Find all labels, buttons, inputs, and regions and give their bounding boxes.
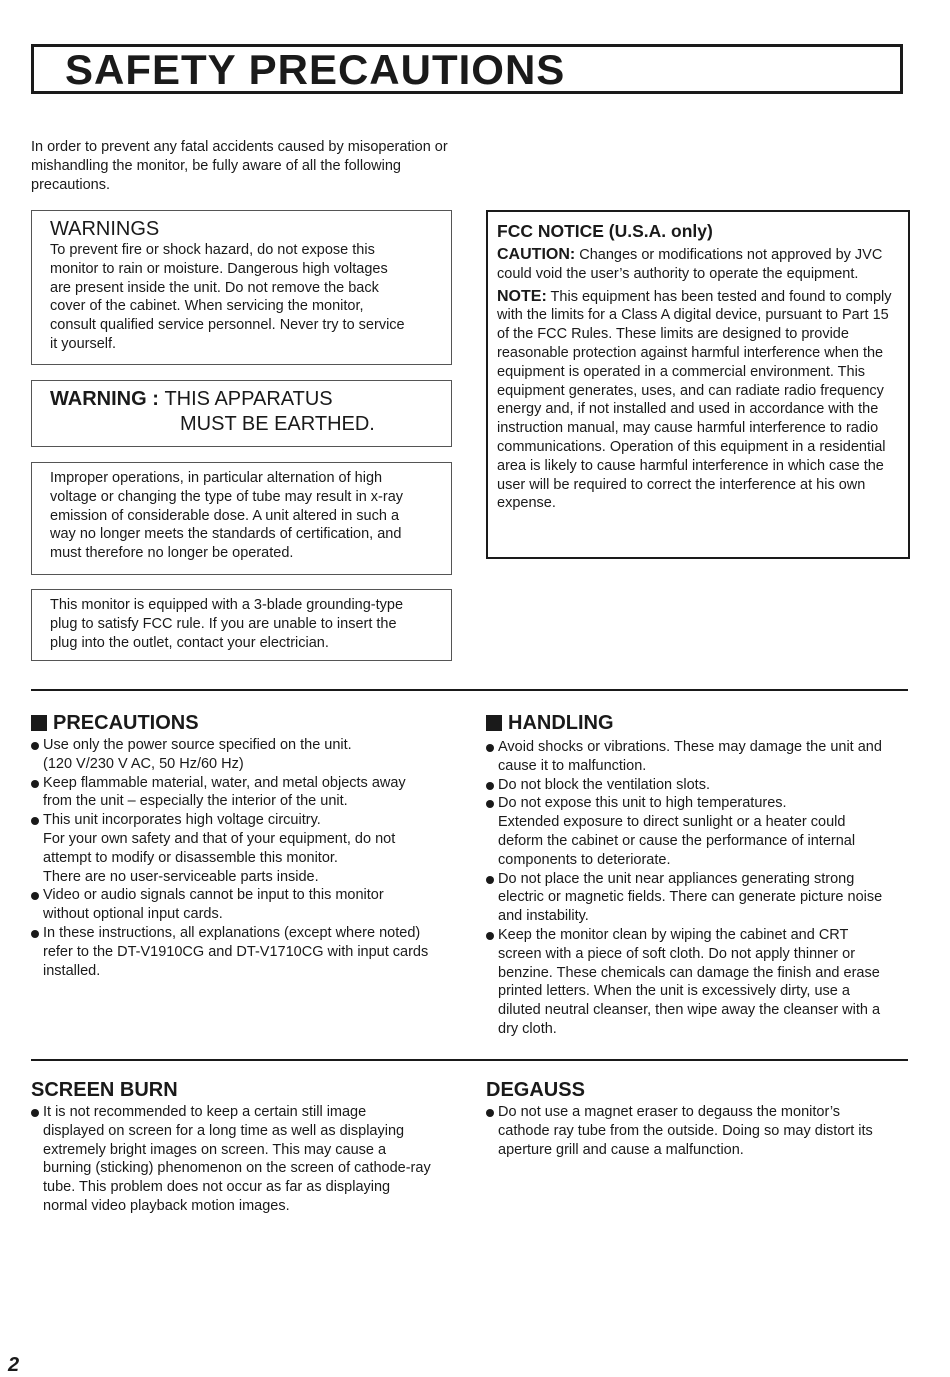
bullet-icon xyxy=(31,780,39,788)
fcc-caution xyxy=(497,246,899,284)
improper-operations-box xyxy=(31,462,452,575)
improper-line: Improper operations, in particular alternation of high xyxy=(50,470,383,486)
list-item-line: aperture grill and cause a malfunction. xyxy=(498,1141,744,1158)
warnings-line: cover of the cabinet. When servicing the monitor, xyxy=(50,298,364,315)
list-item-line: refer to the DT-V1910CG and DT-V1710CG with input cards xyxy=(43,943,429,960)
list-item-line: Do not place the unit near appliances generating strong xyxy=(498,870,855,887)
bullet-icon xyxy=(31,742,39,750)
warnings-heading: WARNINGS xyxy=(50,218,160,240)
precautions-heading-text: PRECAUTIONS xyxy=(53,712,199,734)
degauss-list xyxy=(486,1103,910,1159)
list-item-line: dry cloth. xyxy=(498,1020,557,1037)
list-item-line: burning (sticking) phenomenon on the screen of cathode-ray xyxy=(43,1160,431,1177)
list-item-line: Do not expose this unit to high temperatures. xyxy=(498,795,787,812)
list-item-line: printed letters. When the unit is excessively dirty, use a xyxy=(498,983,850,1000)
earthing-warning-line xyxy=(50,387,433,412)
earthing-warning-text-2: MUST BE EARTHED. xyxy=(180,413,375,435)
list-item-line: In these instructions, all explanations (except where noted) xyxy=(43,924,421,941)
bullet-icon xyxy=(486,782,494,790)
list-item xyxy=(31,886,453,924)
warnings-line: consult qualified service personnel. Never try to service xyxy=(50,317,405,334)
degauss-heading: DEGAUSS xyxy=(486,1079,585,1101)
list-item-line: Video or audio signals cannot be input to this monitor xyxy=(43,887,384,904)
warnings-line: monitor to rain or moisture. Dangerous high voltages xyxy=(50,260,388,277)
list-item xyxy=(31,924,453,980)
earthing-warning-label: WARNING : xyxy=(50,388,165,410)
list-item-line: Keep flammable material, water, and metal objects away xyxy=(43,774,406,791)
list-item-line: Avoid shocks or vibrations. These may damage the unit and xyxy=(498,739,882,755)
bullet-icon xyxy=(31,1109,39,1117)
improper-line: must therefore no longer be operated. xyxy=(50,545,294,562)
bullet-icon xyxy=(486,744,494,752)
list-item-line: cause it to malfunction. xyxy=(498,757,647,774)
bullet-icon xyxy=(31,892,39,900)
bullet-icon xyxy=(31,930,39,938)
list-item xyxy=(31,811,453,886)
fcc-caution-label: CAUTION: xyxy=(497,246,576,263)
list-item-line: Do not block the ventilation slots. xyxy=(498,776,710,793)
list-item xyxy=(31,1103,453,1216)
precautions-heading xyxy=(31,711,453,735)
page-title: SAFETY PRECAUTIONS xyxy=(65,46,566,93)
title-box xyxy=(31,44,903,94)
divider xyxy=(31,689,908,691)
warnings-line: To prevent fire or shock hazard, do not expose this xyxy=(50,242,375,258)
bullet-icon xyxy=(31,817,39,825)
warnings-line: are present inside the unit. Do not remove the back xyxy=(50,279,379,296)
list-item-line: diluted neutral cleanser, then wipe away the cleanser with a xyxy=(498,1002,881,1019)
list-item xyxy=(486,776,910,795)
precautions-section xyxy=(31,711,453,980)
degauss-section xyxy=(486,1078,910,1159)
list-item-line: For your own safety and that of your equipment, do not xyxy=(43,830,396,847)
precautions-list xyxy=(31,736,453,980)
list-item-line: screen with a piece of soft cloth. Do not apply thinner or xyxy=(498,945,856,962)
screen-burn-section xyxy=(31,1078,453,1216)
list-item xyxy=(486,1103,910,1159)
fcc-caution-text: Changes or modifications not approved by JVC could void the user’s authority to operate the equipment. xyxy=(497,247,883,282)
list-item-line: It is not recommended to keep a certain still image xyxy=(43,1104,367,1120)
list-item-line: electric or magnetic fields. There can generate picture noise xyxy=(498,889,883,906)
list-item-line: Keep the monitor clean by wiping the cabinet and CRT xyxy=(498,926,849,943)
grounding-line: plug into the outlet, contact your electrician. xyxy=(50,634,329,651)
list-item-line: extremely bright images on screen. This may cause a xyxy=(43,1141,387,1158)
list-item-line: from the unit – especially the interior of the unit. xyxy=(43,793,348,810)
earthing-warning-text: THIS APPARATUS xyxy=(164,388,333,410)
list-item-line: normal video playback motion images. xyxy=(43,1197,290,1214)
list-item-line: Do not use a magnet eraser to degauss the monitor’s xyxy=(498,1104,841,1120)
list-item xyxy=(486,870,910,926)
grounding-line: plug to satisfy FCC rule. If you are unable to insert the xyxy=(50,615,397,632)
screen-burn-list xyxy=(31,1103,453,1216)
list-item-line: tube. This problem does not occur as far as displaying xyxy=(43,1179,391,1196)
fcc-heading: FCC NOTICE (U.S.A. only) xyxy=(497,221,713,241)
fcc-note-text: This equipment has been tested and found to comply with the limits for a Class A digital device, pursuant to Part 15 of the FCC Rules. These limits are designed to provide reasonable protection against harmful interference when the equipment is operated in a commercial environment. This equipment generates, uses, and can radiate radio frequency energy and, if not installed and used in accordance with the instruction manual, may cause harmful interference to radio communications. Operation of this equipment in a residential area is likely to cause harmful interference in which case the user will be required to correct the interference at his own expense. xyxy=(497,288,892,512)
list-item-line: There are no user-serviceable parts inside. xyxy=(43,868,319,885)
list-item-line: and instability. xyxy=(498,908,589,925)
list-item xyxy=(486,926,910,1039)
screen-burn-heading: SCREEN BURN xyxy=(31,1079,178,1101)
list-item xyxy=(486,794,910,869)
handling-section xyxy=(486,711,910,1039)
improper-line: voltage or changing the type of tube may result in x-ray xyxy=(50,488,404,505)
bullet-icon xyxy=(486,1109,494,1117)
fcc-note-label: NOTE: xyxy=(497,287,547,305)
square-bullet-icon xyxy=(486,715,502,731)
warnings-box xyxy=(31,210,452,365)
list-item xyxy=(31,736,453,774)
fcc-note xyxy=(497,288,899,514)
grounding-line: This monitor is equipped with a 3-blade grounding-type xyxy=(50,597,404,613)
list-item-line: without optional input cards. xyxy=(43,906,223,923)
handling-heading xyxy=(486,711,910,735)
list-item-line: attempt to modify or disassemble this monitor. xyxy=(43,849,338,866)
improper-line: emission of considerable dose. A unit altered in such a xyxy=(50,507,400,524)
list-item-line: Use only the power source specified on the unit. xyxy=(43,737,352,753)
list-item-line: displayed on screen for a long time as well as displaying xyxy=(43,1122,405,1139)
handling-heading-text: HANDLING xyxy=(508,712,614,734)
improper-line: way no longer meets the standards of certification, and xyxy=(50,526,402,543)
list-item-line: (120 V/230 V AC, 50 Hz/60 Hz) xyxy=(43,755,244,772)
bullet-icon xyxy=(486,800,494,808)
list-item-line: deform the cabinet or cause the performance of internal xyxy=(498,832,856,849)
list-item-line: This unit incorporates high voltage circuitry. xyxy=(43,812,321,829)
fcc-notice-box xyxy=(486,210,910,559)
earthing-warning-box xyxy=(31,380,452,447)
divider xyxy=(31,1059,908,1061)
intro-text: In order to prevent any fatal accidents caused by misoperation or mishandling the monitor, be fully aware of all the following precautions. xyxy=(31,139,448,193)
list-item-line: benzine. These chemicals can damage the finish and erase xyxy=(498,964,880,981)
handling-list xyxy=(486,736,910,1039)
list-item xyxy=(31,774,453,812)
square-bullet-icon xyxy=(31,715,47,731)
warnings-line: it yourself. xyxy=(50,335,117,352)
bullet-icon xyxy=(486,876,494,884)
grounding-box xyxy=(31,589,452,661)
list-item-line: installed. xyxy=(43,962,101,979)
bullet-icon xyxy=(486,932,494,940)
page-number: 2 xyxy=(8,1354,20,1376)
list-item-line: components to deteriorate. xyxy=(498,851,671,868)
list-item-line: Extended exposure to direct sunlight or a heater could xyxy=(498,814,846,831)
list-item xyxy=(486,738,910,776)
list-item-line: cathode ray tube from the outside. Doing so may distort its xyxy=(498,1122,873,1139)
